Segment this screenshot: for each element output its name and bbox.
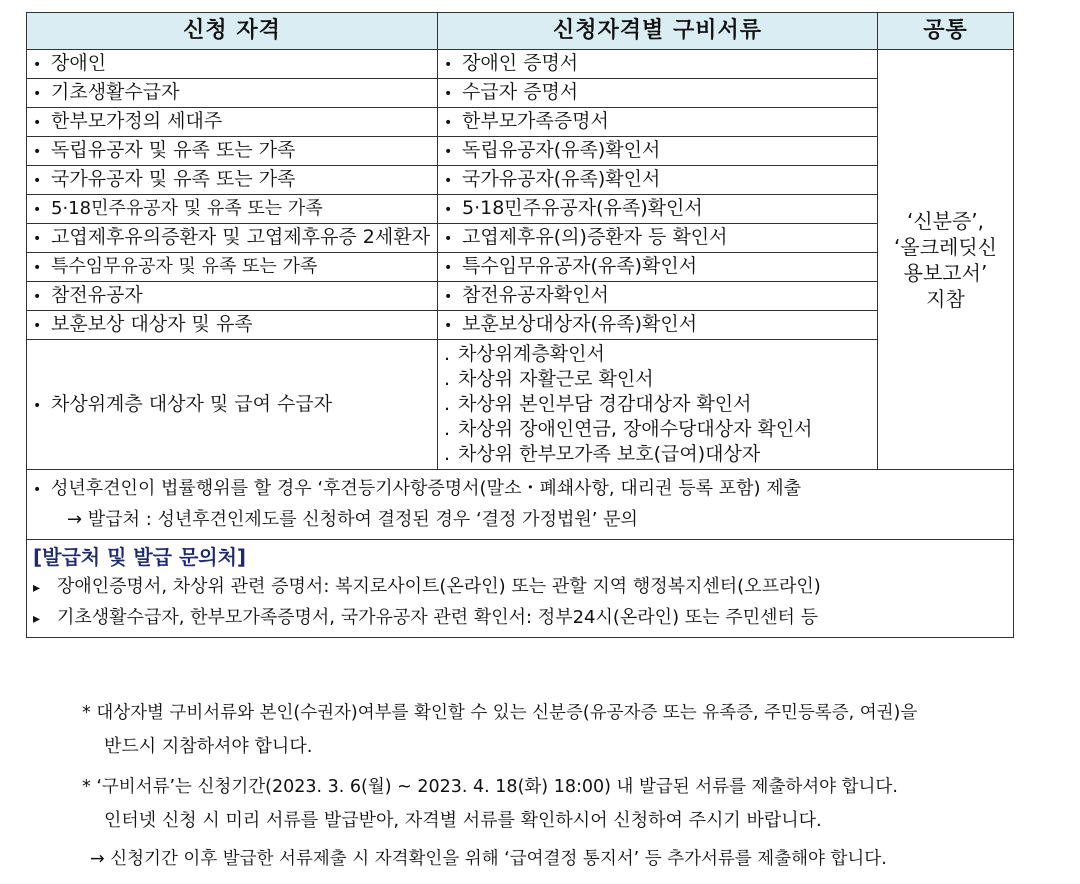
near-poor-document: . 차상위계층확인서 — [444, 342, 871, 367]
table-row — [27, 224, 1014, 253]
document-cell: • 장애인 증명서 — [438, 50, 878, 79]
common-docs-line: ‘올크레딧신 — [894, 234, 997, 259]
table-row — [27, 137, 1014, 166]
header-common: 공통 — [878, 13, 1014, 50]
common-docs-cell — [878, 50, 1014, 470]
qualification-cell: • 기초생활수급자 — [27, 79, 438, 108]
qualification-cell: • 고엽제후유의증환자 및 고엽제후유증 2세환자 — [27, 224, 438, 253]
near-poor-document: . 차상위 한부모가족 보호(급여)대상자 — [444, 442, 871, 467]
table-row — [27, 108, 1014, 137]
qualification-cell: • 5·18민주유공자 및 유족 또는 가족 — [27, 195, 438, 224]
header-qualification: 신청 자격 — [27, 13, 438, 50]
qualification-cell: • 보훈보상 대상자 및 유족 — [27, 311, 438, 340]
qualification-cell: • 장애인 — [27, 50, 438, 79]
document-cell: • 보훈보상대상자(유족)확인서 — [438, 311, 878, 340]
issuer-item: ▸ 기초생활수급자, 한부모가족증명서, 국가유공자 관련 확인서: 정부24시(온라인) 또는 주민센터 등 — [33, 603, 1007, 634]
issuer-row — [27, 540, 1014, 638]
guardian-cell — [27, 470, 1014, 540]
near-poor-document: . 차상위 본인부담 경감대상자 확인서 — [444, 392, 871, 417]
document-cell: • 독립유공자(유족)확인서 — [438, 137, 878, 166]
issuer-cell — [27, 540, 1014, 638]
notes-block — [0, 696, 1080, 876]
qualification-cell: • 차상위계층 대상자 및 급여 수급자 — [27, 340, 438, 470]
qualification-cell: • 특수임무유공자 및 유족 또는 가족 — [27, 253, 438, 282]
guardian-line: • 성년후견인이 법률행위를 할 경우 ‘후견등기사항증명서(말소・폐쇄사항, 대리권 등록 포함) 제출 — [33, 474, 1007, 505]
near-poor-documents-cell — [438, 340, 878, 470]
document-cell: • 고엽제후유(의)증환자 등 확인서 — [438, 224, 878, 253]
document-cell: • 특수임무유공자(유족)확인서 — [438, 253, 878, 282]
guardian-row — [27, 470, 1014, 540]
table-row — [27, 195, 1014, 224]
issuer-item: ▸ 장애인증명서, 차상위 관련 증명서: 복지로사이트(온라인) 또는 관할 지역 행정복지센터(오프라인) — [33, 572, 1007, 603]
guardian-issuer-line: → 발급처 : 성년후견인제도를 신청하여 결정된 경우 ‘결정 가정법원’ 문의 — [67, 509, 638, 530]
document-cell: • 참전유공자확인서 — [438, 282, 878, 311]
qualification-cell: • 한부모가정의 세대주 — [27, 108, 438, 137]
document-cell: • 5·18민주유공자(유족)확인서 — [438, 195, 878, 224]
table-row — [27, 282, 1014, 311]
table-header-row — [27, 13, 1014, 50]
common-docs-line: ‘신분증’, — [906, 208, 985, 233]
requirements-table — [26, 12, 1014, 638]
document-cell: • 수급자 증명서 — [438, 79, 878, 108]
issuer-title: [발급처 및 발급 문의처] — [33, 545, 247, 569]
note-line: * ‘구비서류’는 신청기간(2023. 3. 6(월) ~ 2023. 4. 18(화) 18:00) 내 발급된 서류를 제출하셔야 합니다. — [82, 777, 898, 797]
note-line: → 신청기간 이후 발급한 서류제출 시 자격확인을 위해 ‘급여결정 통지서’ 등 추가서류를 제출해야 합니다. — [90, 849, 887, 869]
common-docs-line: 지참 — [926, 286, 965, 311]
qualification-cell: • 참전유공자 — [27, 282, 438, 311]
table-row — [27, 311, 1014, 340]
document-cell: • 국가유공자(유족)확인서 — [438, 166, 878, 195]
note-line: * 대상자별 구비서류와 본인(수권자)여부를 확인할 수 있는 신분증(유공자증 또는 유족증, 주민등록증, 여권)을 — [82, 703, 918, 723]
note-line: 인터넷 신청 시 미리 서류를 발급받아, 자격별 서류를 확인하시어 신청하여 주시기 바랍니다. — [104, 810, 822, 831]
table-row — [27, 50, 1014, 79]
table-row — [27, 166, 1014, 195]
table-row — [27, 253, 1014, 282]
qualification-cell: • 국가유공자 및 유족 또는 가족 — [27, 166, 438, 195]
near-poor-document: . 차상위 자활근로 확인서 — [444, 367, 871, 392]
table-row-near-poor — [27, 340, 1014, 470]
header-documents: 신청자격별 구비서류 — [438, 13, 878, 50]
common-docs-line: 용보고서’ — [903, 260, 988, 285]
table-row — [27, 79, 1014, 108]
near-poor-document: . 차상위 장애인연금, 장애수당대상자 확인서 — [444, 417, 871, 442]
note-line: 반드시 지참하셔야 합니다. — [104, 736, 313, 757]
document-cell: • 한부모가족증명서 — [438, 108, 878, 137]
qualification-cell: • 독립유공자 및 유족 또는 가족 — [27, 137, 438, 166]
